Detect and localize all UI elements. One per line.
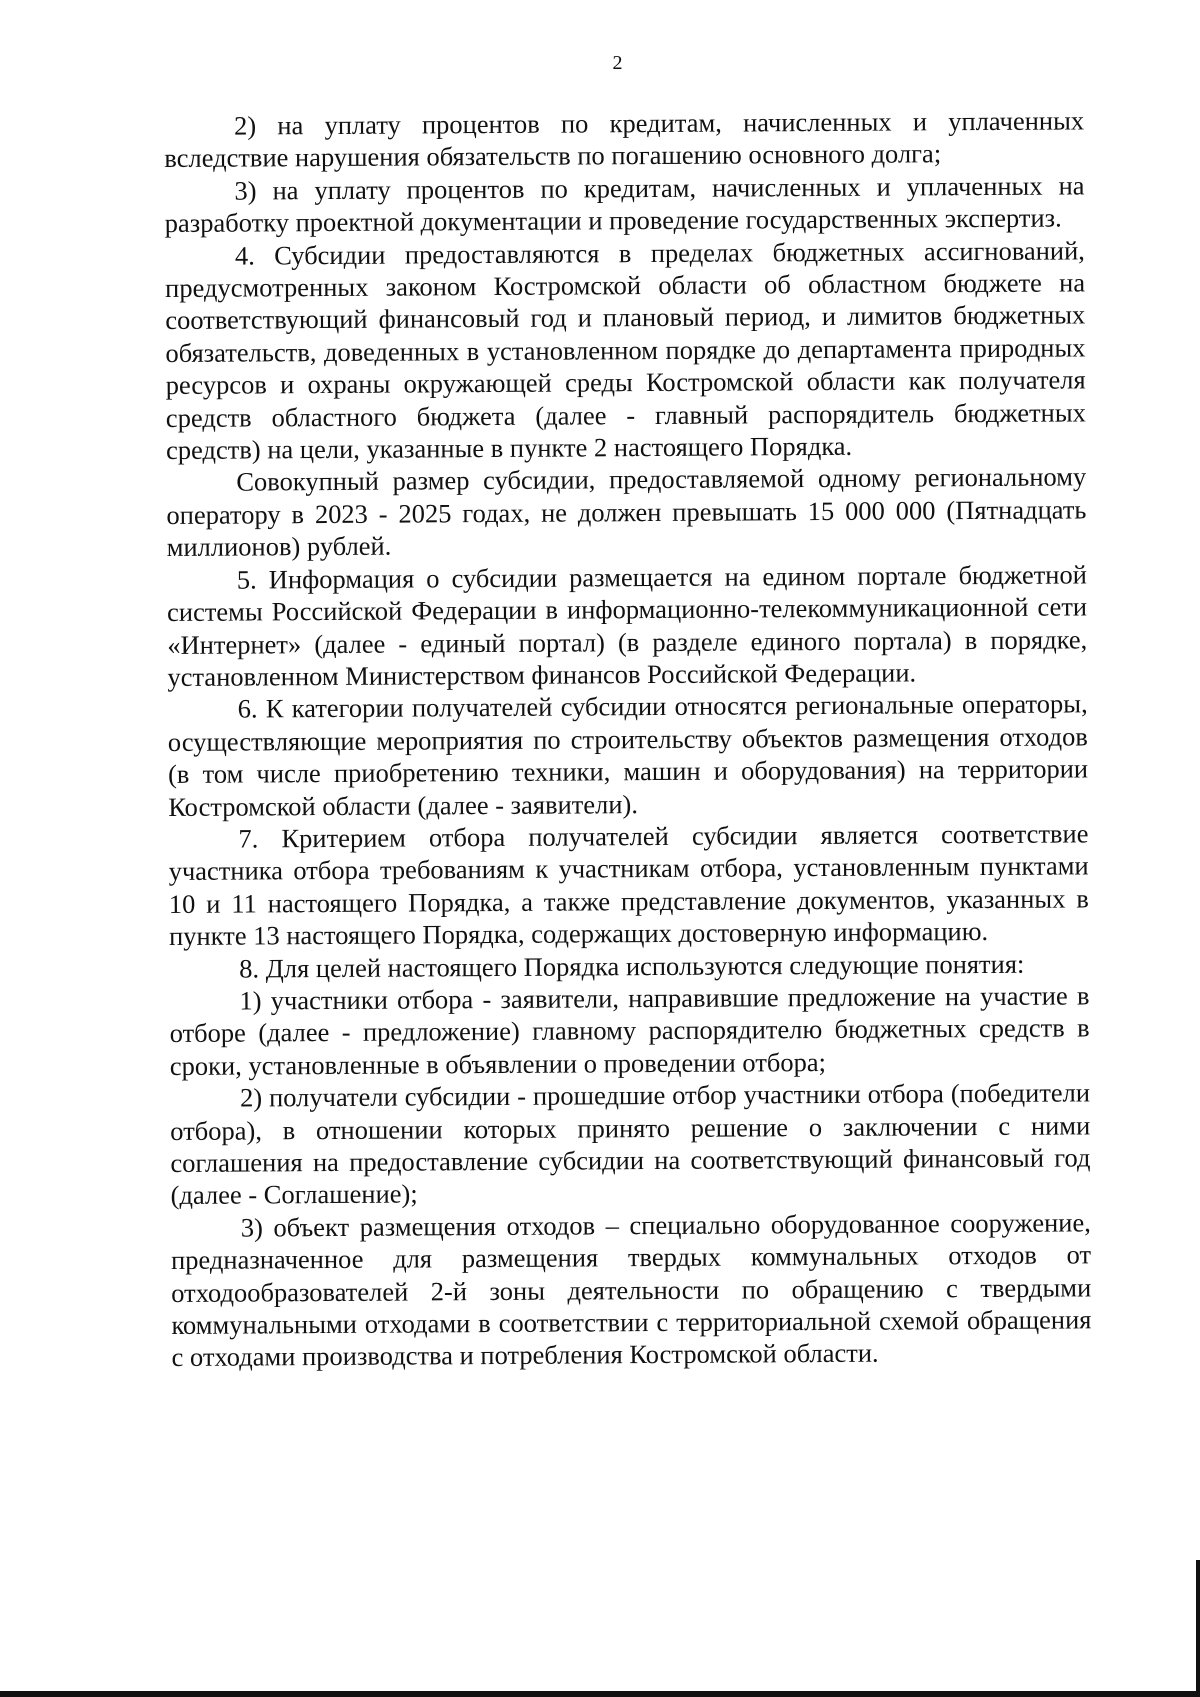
definition-1-participants: 1) участники отбора - заявители, направившие предложение на участие в отборе (далее - предложение) главному распорядителю бюджетных средств в сроки, установленные в объявлении о проведении отбора; xyxy=(169,980,1090,1081)
paragraph-4-budget-limits: 4. Субсидии предоставляются в пределах бюджетных ассигнований, предусмотренных законом Костромской области об областном бюджете на соответствующий финансовый год и плановый период, и лимитов бюджетных обязательств, доведенных в установленном порядке до департамента природных ресурсов и охраны окружающей среды Костромской области как получателя средств областного бюджета (далее - главный распорядитель бюджетных средств) на цели, указанные в пункте 2 настоящего Порядка. xyxy=(164,235,1086,466)
scan-right-border xyxy=(1196,1560,1200,1697)
paragraph-2-interest-violation: 2) на уплату процентов по кредитам, начисленных и уплаченных вследствие нарушения обязательств по погашению основного долга; xyxy=(164,105,1085,174)
paragraph-8-definitions: 8. Для целей настоящего Порядка используются следующие понятия: xyxy=(239,948,1025,984)
definition-2-recipients: 2) получатели субсидии - прошедшие отбор участники отбора (победители отбора), в отношении которых принято решение о заключении с ними соглашения на предоставление субсидии на соответствующий финансовый год (далее - Соглашение); xyxy=(170,1077,1091,1211)
paragraph-3-interest-design: 3) на уплату процентов по кредитам, начисленных и уплаченных на разработку проектной документации и проведение государственных экспертиз. xyxy=(164,170,1085,239)
paragraph-7-selection-criterion: 7. Критерием отбора получателей субсидии является соответствие участника отбора требованиям к участникам отбора, установленным пунктами 10 и 11 настоящего Порядка, а также представление документов, указанных в пункте 13 настоящего Порядка, содержащих достоверную информацию. xyxy=(168,818,1089,952)
paragraph-6-recipient-category: 6. К категории получателей субсидии относятся региональные операторы, осуществляющие мероприятия по строительству объектов размещения отходов (в том числе приобретению техники, машин и оборудования) на территории Костромской области (далее - заявители). xyxy=(167,688,1089,822)
paragraph-total-subsidy: Совокупный размер субсидии, предоставляемой одному региональному оператору в 2023 - 2025 годах, не должен превышать 15 000 000 (Пятнадцать миллионов) рублей. xyxy=(166,461,1087,563)
document-body xyxy=(164,104,1092,1373)
page-number: 2 xyxy=(612,52,623,74)
scan-bottom-border xyxy=(0,1691,1200,1697)
definition-3-waste-facility: 3) объект размещения отходов – специально оборудованное сооружение, предназначенное для размещения твердых коммунальных отходов от отходообразователей 2-й зоны деятельности по обращению с твердыми коммунальными отходами в соответствии с территориальной схемой обращения с отходами производства и потребления Костромской области. xyxy=(170,1207,1092,1373)
paragraph-5-information-portal: 5. Информация о субсидии размещается на едином портале бюджетной системы Российской Федерации в информационно-телекоммуникационной сети «Интернет» (далее - единый портал) (в разделе единого портала) в порядке, установленном Министерством финансов Российской Федерации. xyxy=(166,559,1088,692)
